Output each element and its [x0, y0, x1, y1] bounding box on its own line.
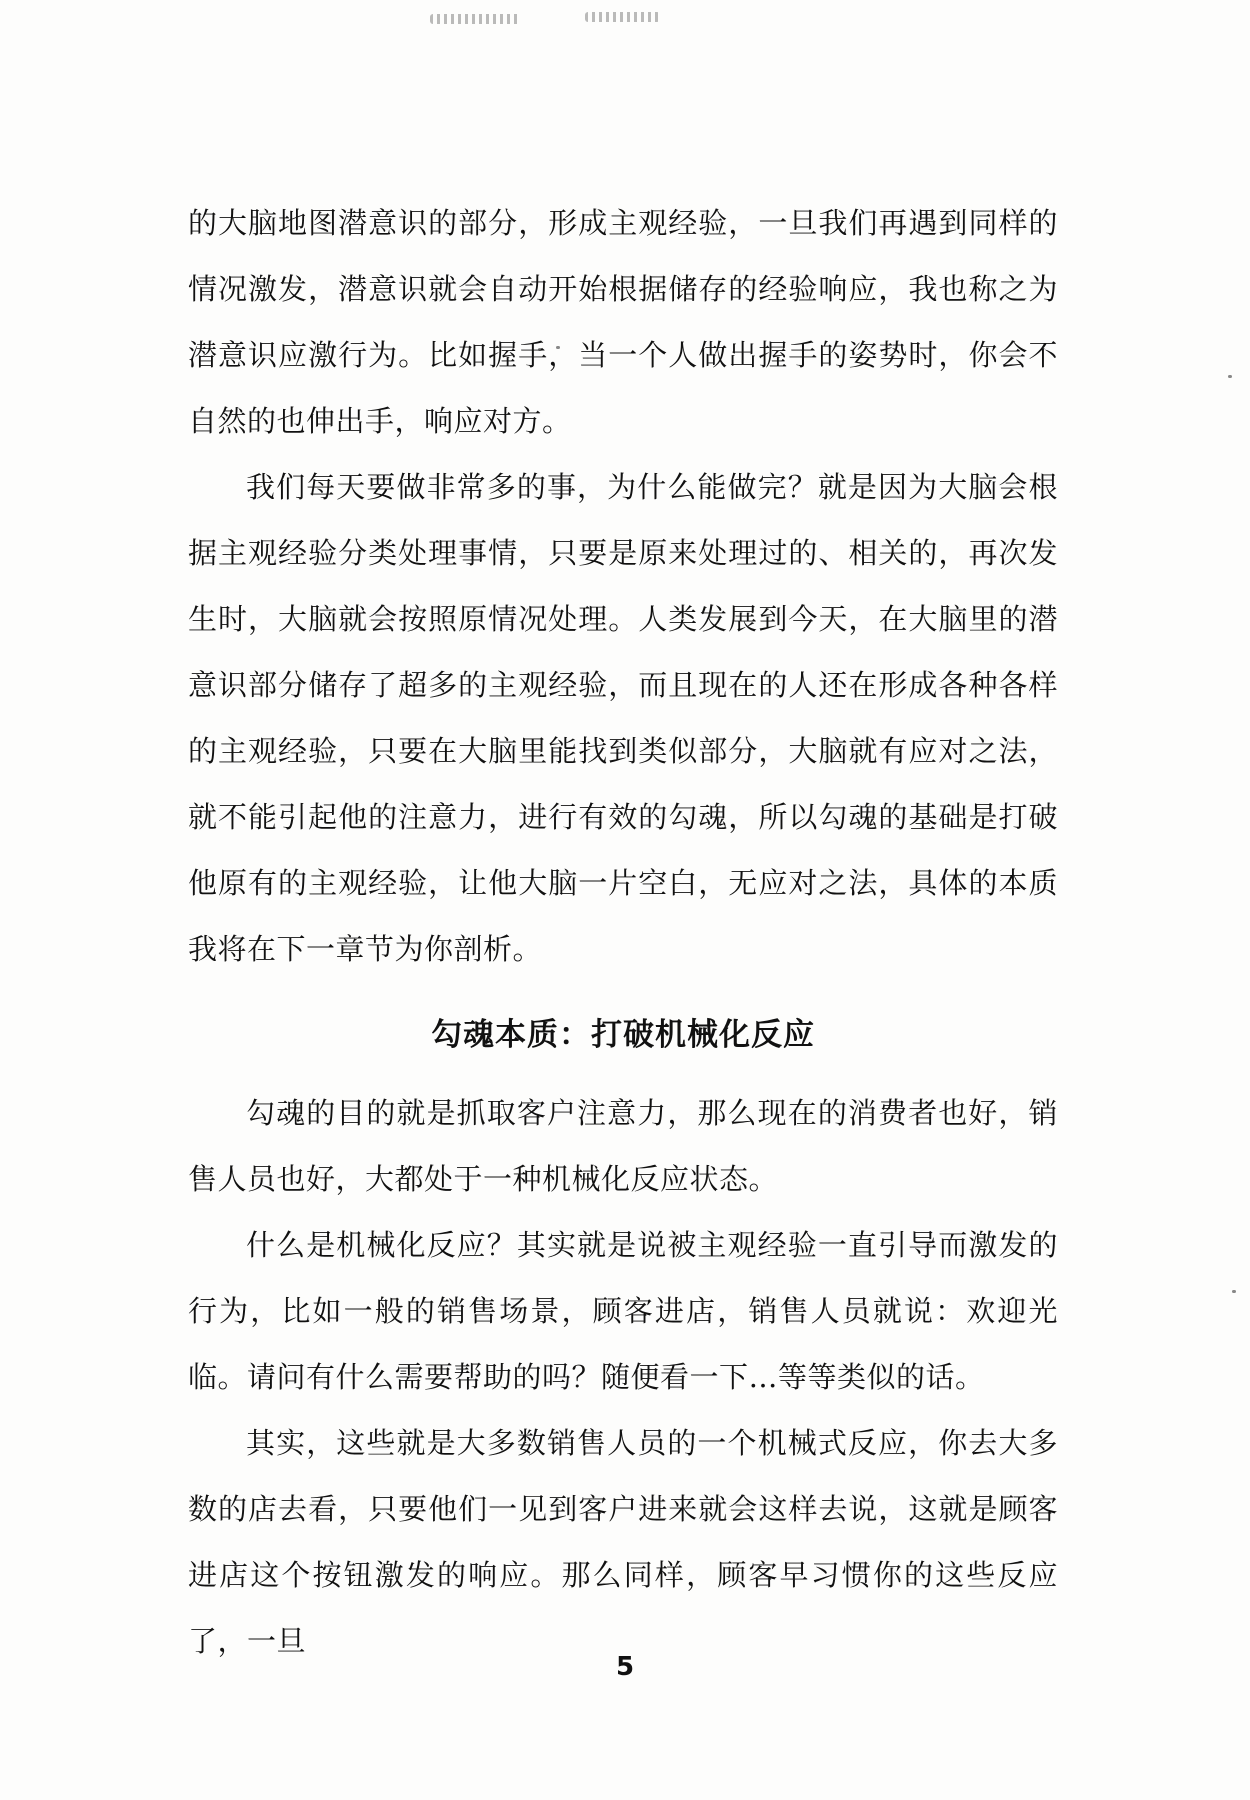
body-paragraph: 其实，这些就是大多数销售人员的一个机械式反应，你去大多数的店去看，只要他们一见到客户进来就会这样去说，这就是顾客进店这个按钮激发的响应。那么同样，顾客早习惯你的这些反应了，一旦: [188, 1426, 1058, 1658]
scan-speck: [1228, 375, 1232, 378]
scan-speck: [1232, 1290, 1236, 1293]
body-paragraph: 勾魂的目的就是抓取客户注意力，那么现在的消费者也好，销售人员也好，大都处于一种机械化反应状态。: [188, 1096, 1058, 1196]
scan-artifact-top-left: [430, 14, 520, 24]
body-paragraph: 什么是机械化反应？其实就是说被主观经验一直引导而激发的行为，比如一般的销售场景，顾客进店，销售人员就说：欢迎光临。请问有什么需要帮助的吗？随便看一下…等等类似的话。: [188, 1228, 1058, 1394]
page-body: [188, 190, 1058, 1674]
section-heading: 勾魂本质：打破机械化反应: [431, 1017, 815, 1053]
body-paragraph: 的大脑地图潜意识的部分，形成主观经验，一旦我们再遇到同样的情况激发，潜意识就会自动开始根据储存的经验响应，我也称之为潜意识应激行为。比如握手，当一个人做出握手的姿势时，你会不自然的也伸出手，响应对方。: [188, 206, 1058, 438]
scan-artifact-top-right: [585, 12, 660, 22]
page-number: 5: [615, 1652, 635, 1682]
body-paragraph: 我们每天要做非常多的事，为什么能做完？就是因为大脑会根据主观经验分类处理事情，只要是原来处理过的、相关的，再次发生时，大脑就会按照原情况处理。人类发展到今天，在大脑里的潜意识部分储存了超多的主观经验，而且现在的人还在形成各种各样的主观经验，只要在大脑里能找到类似部分，大脑就有应对之法，就不能引起他的注意力，进行有效的勾魂，所以勾魂的基础是打破他原有的主观经验，让他大脑一片空白，无应对之法，具体的本质我将在下一章节为你剖析。: [188, 470, 1058, 966]
